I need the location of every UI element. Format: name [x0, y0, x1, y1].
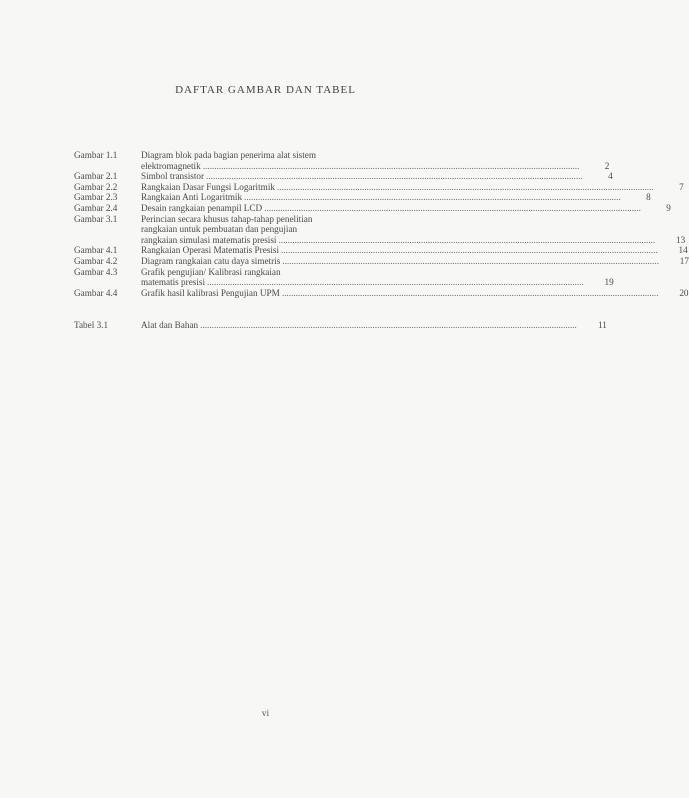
entry-label: Gambar 4.1 [74, 245, 118, 256]
dot-leader [264, 203, 641, 214]
entry-line [141, 214, 685, 225]
entry-text: Diagram blok pada bagian penerima alat sistem [141, 150, 317, 160]
page-number: vi [261, 709, 270, 719]
entry-line [141, 224, 685, 235]
entry-page-number: 4 [608, 171, 613, 182]
entry-page-number: 8 [646, 192, 651, 203]
entry-description [141, 256, 689, 267]
dot-leader [203, 161, 580, 172]
entry-page-number: 20 [679, 287, 689, 298]
figure-entry [74, 181, 684, 193]
table-entry [74, 320, 607, 331]
entry-label: Gambar 3.1 [74, 213, 118, 224]
entry-description [141, 203, 671, 214]
entry-label: Gambar 1.1 [74, 150, 118, 160]
entry-text: elektromagnetik [141, 160, 201, 171]
entry-label: Gambar 2.4 [74, 202, 118, 213]
figure-entry [74, 255, 689, 267]
entry-page-number: 17 [679, 255, 689, 266]
figure-entry [74, 171, 613, 182]
entry-label: Gambar 4.2 [74, 255, 118, 266]
entry-line [141, 171, 613, 182]
entry-label: Tabel 3.1 [74, 320, 109, 331]
entry-page-number: 19 [604, 277, 614, 288]
entry-description [141, 182, 684, 193]
entry-text: Rangkaian Operasi Matematis Presisi [141, 245, 280, 256]
dot-leader [281, 245, 658, 256]
entry-text: Grafik hasil kalibrasi Pengujian UPM [141, 287, 280, 298]
figures-section [74, 150, 689, 298]
entry-label: Gambar 4.4 [74, 287, 118, 298]
entry-text: matematis presisi [141, 277, 206, 288]
figure-entry [74, 202, 671, 214]
dot-leader [200, 320, 577, 331]
entry-description [141, 192, 651, 203]
entry-text: rangkaian simulasi matematis presisi [141, 234, 277, 245]
dot-leader [206, 171, 583, 182]
entry-page-number: 14 [678, 245, 688, 256]
entry-text: Rangkaian Dasar Fungsi Logaritmik [141, 181, 275, 192]
entry-line [141, 245, 688, 256]
figure-entry [74, 266, 614, 288]
section-spacer [74, 298, 446, 320]
entry-line [141, 267, 614, 278]
dot-leader [282, 256, 659, 267]
entry-description [141, 288, 689, 299]
figure-entry [74, 213, 686, 246]
entry-description [141, 150, 609, 171]
entry-page-number: 11 [597, 320, 607, 331]
figure-list [74, 150, 689, 331]
entry-description [141, 320, 607, 331]
figure-entry [74, 192, 651, 203]
entry-description [141, 171, 613, 182]
entry-label: Gambar 2.1 [74, 171, 118, 182]
entry-line [141, 182, 684, 193]
entry-text: Desain rangkaian penampil LCD [141, 202, 263, 213]
dot-leader [278, 235, 655, 246]
dot-leader [282, 288, 659, 299]
entry-label: Gambar 2.2 [74, 181, 118, 192]
entry-text: Perincian secara khusus tahap-tahap penelitian [141, 213, 313, 224]
figure-entry [74, 150, 610, 171]
tables-section [74, 320, 607, 331]
entry-line [141, 235, 685, 246]
entry-description [141, 267, 614, 288]
entry-label: Gambar 4.3 [74, 266, 118, 277]
entry-line [141, 320, 607, 331]
entry-text: Simbol transistor [141, 171, 205, 182]
entry-page-number: 13 [675, 234, 686, 245]
entry-line [141, 161, 609, 172]
entry-description [141, 214, 685, 246]
entry-text: rangkaian untuk pembuatan dan pengujian [141, 224, 298, 235]
entry-page-number: 9 [666, 202, 671, 213]
dot-leader [207, 277, 584, 288]
entry-line [141, 288, 689, 299]
figure-entry [74, 287, 689, 299]
entry-text: Diagram rangkaian catu daya simetris [141, 255, 281, 266]
entry-line [141, 150, 609, 161]
entry-page-number: 2 [604, 160, 610, 171]
entry-text: Alat dan Bahan [141, 320, 199, 331]
figure-entry [74, 245, 688, 256]
entry-label: Gambar 2.3 [74, 192, 118, 203]
dot-leader [244, 192, 621, 203]
page-title: DAFTAR GAMBAR DAN TABEL [175, 84, 356, 96]
entry-text: Grafik pengujian/ Kalibrasi rangkaian [141, 266, 281, 277]
entry-line [141, 192, 651, 203]
entry-page-number: 7 [679, 181, 684, 192]
entry-line [141, 256, 689, 267]
entry-description [141, 245, 688, 256]
dot-leader [277, 182, 654, 193]
entry-text: Rangkaian Anti Logaritmik [141, 192, 243, 203]
entry-line [141, 277, 614, 288]
entry-line [141, 203, 671, 214]
